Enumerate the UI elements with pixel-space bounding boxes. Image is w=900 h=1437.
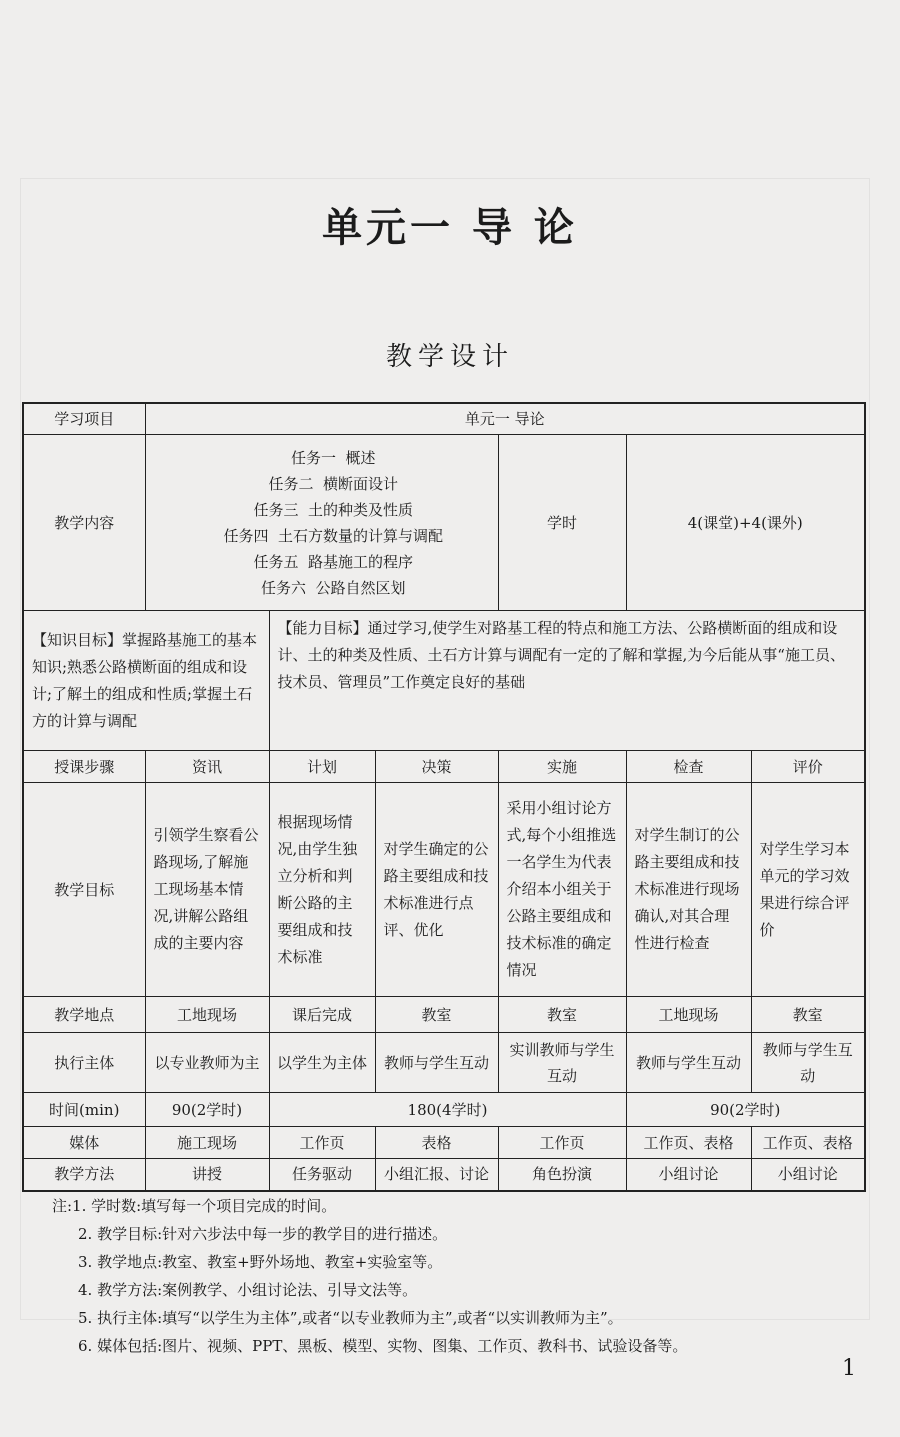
time-row: [23, 1093, 865, 1127]
project-value: 单元一 导论: [145, 403, 865, 435]
media-label: 媒体: [23, 1127, 145, 1159]
subject-cell: 教师与学生互动: [626, 1033, 751, 1093]
task-item: 任务六 公路自然区划: [260, 578, 406, 597]
media-cell: 工作页、表格: [751, 1127, 865, 1159]
method-cell: 角色扮演: [498, 1159, 626, 1191]
subject-cell: 教师与学生互动: [375, 1033, 498, 1093]
subject-cell: 以学生为主体: [269, 1033, 375, 1093]
project-label: 学习项目: [23, 403, 145, 435]
goals-row: [23, 611, 865, 751]
note-line: 4. 教学方法:案例教学、小组讨论法、引导文法等。: [78, 1281, 418, 1299]
steps-header-row: [23, 751, 865, 783]
time-cell: 180(4学时): [269, 1093, 626, 1127]
location-label: 教学地点: [23, 997, 145, 1033]
time-cell: 90(2学时): [626, 1093, 865, 1127]
notes: [52, 1192, 852, 1360]
media-cell: 表格: [375, 1127, 498, 1159]
media-cell: 工作页: [498, 1127, 626, 1159]
hours-label: 学时: [498, 435, 626, 611]
steps-header-cell: 检查: [626, 751, 751, 783]
method-cell: 小组讨论: [751, 1159, 865, 1191]
content-label: 教学内容: [23, 435, 145, 611]
media-row: [23, 1127, 865, 1159]
method-cell: 小组讨论: [626, 1159, 751, 1191]
note-line: 5. 执行主体:填写“以学生为主体”,或者“以专业教师为主”,或者“以实训教师为主”。: [78, 1309, 623, 1327]
content-row: [23, 435, 865, 611]
objective-cell: 根据现场情况,由学生独立分析和判断公路的主要组成和技术标准: [269, 783, 375, 997]
location-cell: 工地现场: [145, 997, 269, 1033]
unit-title: 单元一 导 论: [322, 205, 578, 251]
objectives-row: [23, 783, 865, 997]
objective-cell: 采用小组讨论方式,每个小组推选一名学生为代表介绍本小组关于公路主要组成和技术标准的确定情况: [498, 783, 626, 997]
method-cell: 任务驱动: [269, 1159, 375, 1191]
subject-cell: 教师与学生互动: [751, 1033, 865, 1093]
steps-header-cell: 计划: [269, 751, 375, 783]
steps-header-cell: 资讯: [145, 751, 269, 783]
task-item: 任务四 土石方数量的计算与调配: [223, 526, 443, 545]
teaching-design-table: [22, 402, 866, 1192]
ability-goal: 【能力目标】通过学习,使学生对路基工程的特点和施工方法、公路横断面的组成和设计、土的种类及性质、土石方计算与调配有一定的了解和掌握,为今后能从事“施工员、技术员、管理员”工作奠定良好的基础: [269, 611, 865, 751]
method-cell: 小组汇报、讨论: [375, 1159, 498, 1191]
time-label: 时间(min): [23, 1093, 145, 1127]
hours-value: 4(课堂)+4(课外): [626, 435, 865, 611]
task-list: [145, 435, 498, 611]
location-cell: 教室: [751, 997, 865, 1033]
note-line: 6. 媒体包括:图片、视频、PPT、黑板、模型、实物、图集、工作页、教科书、试验设备等。: [78, 1337, 688, 1355]
steps-header-cell: 实施: [498, 751, 626, 783]
steps-header-cell: 评价: [751, 751, 865, 783]
design-title: 教学设计: [385, 342, 514, 372]
objective-cell: 对学生确定的公路主要组成和技术标准进行点评、优化: [375, 783, 498, 997]
media-cell: 工作页: [269, 1127, 375, 1159]
steps-header-cell: 决策: [375, 751, 498, 783]
location-cell: 工地现场: [626, 997, 751, 1033]
subject-cell: 实训教师与学生互动: [498, 1033, 626, 1093]
media-cell: 施工现场: [145, 1127, 269, 1159]
location-cell: 教室: [375, 997, 498, 1033]
task-item: 任务五 路基施工的程序: [253, 552, 413, 571]
method-label: 教学方法: [23, 1159, 145, 1191]
subject-label: 执行主体: [23, 1033, 145, 1093]
objective-cell: 对学生制订的公路主要组成和技术标准进行现场确认,对其合理性进行检查: [626, 783, 751, 997]
steps-header-cell: 授课步骤: [23, 751, 145, 783]
media-cell: 工作页、表格: [626, 1127, 751, 1159]
subject-cell: 以专业教师为主: [145, 1033, 269, 1093]
objective-cell: 对学生学习本单元的学习效果进行综合评价: [751, 783, 865, 997]
note-line: 注:1. 学时数:填写每一个项目完成的时间。: [52, 1197, 337, 1215]
location-row: [23, 997, 865, 1033]
location-cell: 教室: [498, 997, 626, 1033]
location-cell: 课后完成: [269, 997, 375, 1033]
knowledge-goal: 【知识目标】掌握路基施工的基本知识;熟悉公路横断面的组成和设计;了解土的组成和性质;掌握土石方的计算与调配: [23, 611, 269, 751]
method-row: [23, 1159, 865, 1191]
objectives-label: 教学目标: [23, 783, 145, 997]
task-item: 任务一 概述: [290, 448, 376, 467]
subject-row: [23, 1033, 865, 1093]
objective-cell: 引领学生察看公路现场,了解施工现场基本情况,讲解公路组成的主要内容: [145, 783, 269, 997]
note-line: 3. 教学地点:教室、教室+野外场地、教室+实验室等。: [78, 1253, 443, 1271]
note-line: 2. 教学目标:针对六步法中每一步的教学目的进行描述。: [78, 1225, 448, 1243]
method-cell: 讲授: [145, 1159, 269, 1191]
project-row: [23, 403, 865, 435]
task-item: 任务二 横断面设计: [268, 474, 398, 493]
time-cell: 90(2学时): [145, 1093, 269, 1127]
task-item: 任务三 土的种类及性质: [253, 500, 413, 519]
page-number: 1: [842, 1356, 856, 1381]
